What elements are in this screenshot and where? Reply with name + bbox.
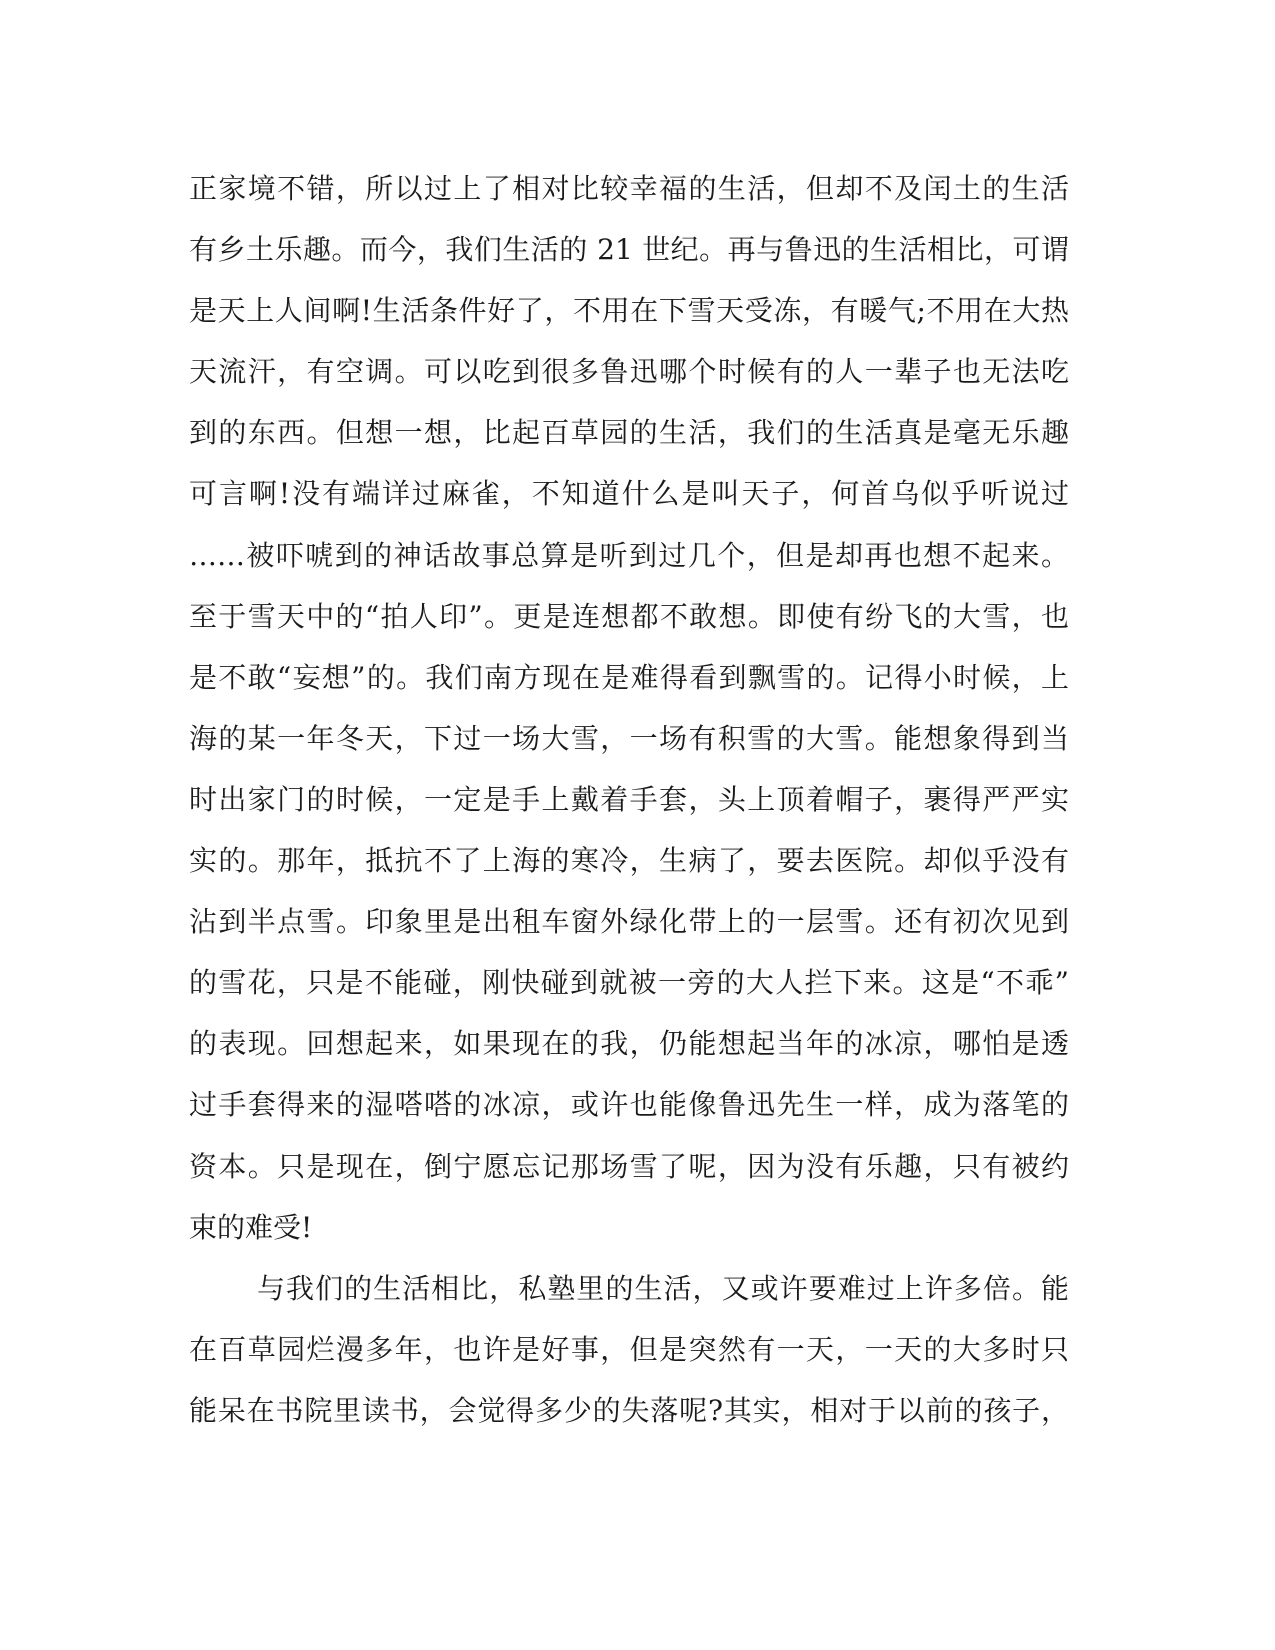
text-line: 到的东西。但想一想，比起百草园的生活，我们的生活真是毫无乐趣	[189, 416, 1069, 450]
text-line: 有乡土乐趣。而今，我们生活的 21 世纪。再与鲁迅的生活相比，可谓	[189, 233, 1069, 267]
paragraph-first-line: 与我们的生活相比，私塾里的生活，又或许要难过上许多倍。能	[257, 1271, 1069, 1305]
text-line: 海的某一年冬天，下过一场大雪，一场有积雪的大雪。能想象得到当	[189, 721, 1069, 755]
text-line: ……被吓唬到的神话故事总算是听到过几个，但是却再也想不起来。	[189, 538, 1069, 572]
body-text	[189, 158, 1069, 1441]
text-line: 能呆在书院里读书，会觉得多少的失落呢?其实，相对于以前的孩子，	[189, 1393, 1069, 1427]
text-line: 在百草园烂漫多年，也许是好事，但是突然有一天，一天的大多时只	[189, 1332, 1069, 1366]
text-line: 沾到半点雪。印象里是出租车窗外绿化带上的一层雪。还有初次见到	[189, 905, 1069, 939]
text-line: 正家境不错，所以过上了相对比较幸福的生活，但却不及闰土的生活	[189, 172, 1069, 205]
text-line: 资本。只是现在，倒宁愿忘记那场雪了呢，因为没有乐趣，只有被约	[189, 1149, 1069, 1183]
text-line: 天流汗，有空调。可以吃到很多鲁迅哪个时候有的人一辈子也无法吃	[189, 355, 1069, 389]
text-line: 是不敢“妄想”的。我们南方现在是难得看到飘雪的。记得小时候，上	[189, 660, 1069, 694]
text-line: 实的。那年，抵抗不了上海的寒冷，生病了，要去医院。却似乎没有	[189, 844, 1069, 878]
text-line: 的雪花，只是不能碰，刚快碰到就被一旁的大人拦下来。这是“不乖”	[189, 966, 1069, 1000]
paragraph-end-line: 束的难受!	[189, 1210, 313, 1244]
text-line: 是天上人间啊!生活条件好了，不用在下雪天受冻，有暖气;不用在大热	[189, 294, 1069, 328]
text-line: 过手套得来的湿嗒嗒的冰凉，或许也能像鲁迅先生一样，成为落笔的	[189, 1088, 1069, 1122]
text-line: 可言啊!没有端详过麻雀，不知道什么是叫天子，何首乌似乎听说过	[189, 477, 1069, 511]
text-line: 至于雪天中的“拍人印”。更是连想都不敢想。即使有纷飞的大雪，也	[189, 599, 1069, 633]
text-line: 时出家门的时候，一定是手上戴着手套，头上顶着帽子，裹得严严实	[189, 782, 1069, 816]
text-line: 的表现。回想起来，如果现在的我，仍能想起当年的冰凉，哪怕是透	[189, 1027, 1069, 1061]
